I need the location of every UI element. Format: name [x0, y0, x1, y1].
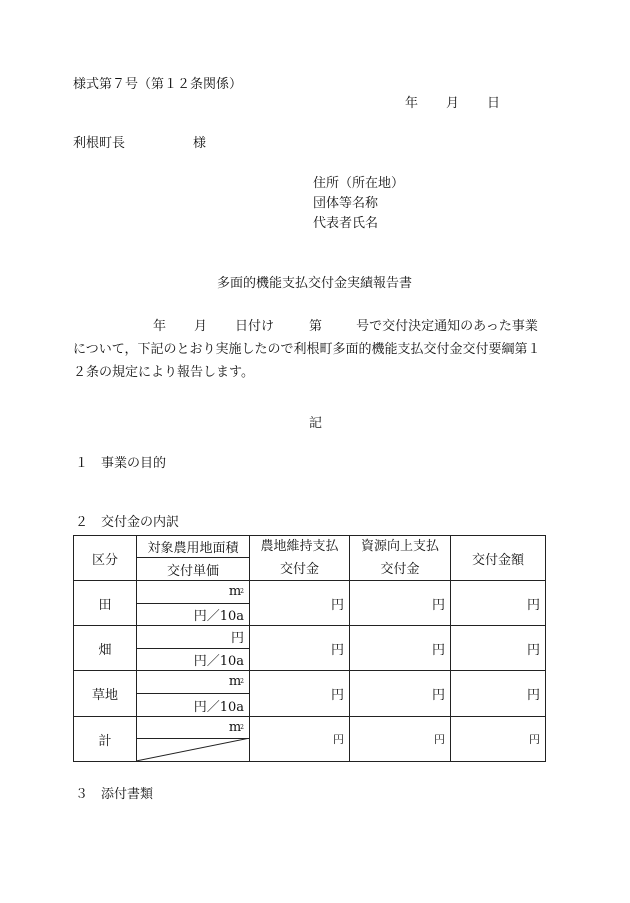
unit-price-cell: 円／10a [193, 654, 244, 669]
farmland-amount: 円 [333, 733, 344, 746]
body-year: 年 [153, 319, 167, 334]
resource-amount: 円 [434, 733, 445, 746]
farmland-amount: 円 [330, 597, 344, 613]
unit-price-cell: 円／10a [193, 699, 244, 715]
header-farmland-line2: 交付金 [279, 562, 319, 577]
total-amount: 円 [526, 688, 540, 703]
area-cell: 円 [230, 631, 244, 646]
header-farmland-maintenance [249, 535, 350, 581]
addressee-name: 利根町長 [73, 136, 126, 151]
farmland-amount: 円 [330, 642, 344, 658]
section-2-heading: ２ 交付金の内訳 [75, 515, 180, 530]
area-cell: m 2 [228, 674, 244, 689]
applicant-address: 住所（所在地） [313, 176, 405, 191]
body-line-2: について，下記のとおり実施したので利根町多面的機能支払交付金交付要綱第１ [73, 342, 541, 357]
body-dai: 第 [309, 319, 323, 334]
resource-amount: 円 [431, 597, 445, 613]
applicant-rep: 代表者氏名 [313, 216, 379, 231]
unit-price-cell: 円／10a [193, 609, 244, 624]
section-1-heading: １ 事業の目的 [75, 456, 167, 471]
row-label: 田 [98, 597, 112, 613]
applicant-org: 団体等名称 [313, 196, 379, 211]
row-label: 計 [98, 733, 112, 749]
header-kubun: 区分 [91, 552, 118, 568]
header-resource-line1: 資源向上支払 [360, 539, 439, 554]
header-resource-line2: 交付金 [380, 562, 420, 577]
total-amount: 円 [526, 597, 540, 613]
header-area: 対象農用地面積 [147, 541, 239, 556]
date-year: 年 [405, 96, 419, 111]
body-line-3: ２条の規定により報告します。 [73, 365, 254, 380]
body-month: 月 [194, 319, 208, 334]
date-month: 月 [446, 96, 460, 111]
header-resource-improvement [349, 535, 451, 581]
total-amount: 円 [529, 733, 540, 746]
unit-price-cell [136, 738, 250, 761]
area-cell: m 2 [228, 584, 244, 599]
header-total: 交付金額 [471, 552, 524, 568]
ki-heading: 記 [309, 416, 323, 431]
farmland-amount: 円 [330, 688, 344, 703]
row-label: 畑 [98, 642, 112, 658]
body-number-rest: 号で交付決定通知のあった事業 [356, 319, 538, 334]
body-date-suffix: 日付け [235, 319, 275, 334]
addressee-honorific: 様 [193, 136, 207, 151]
resource-amount: 円 [431, 642, 445, 658]
section-3-heading: ３ 添付書類 [75, 787, 154, 802]
document-title: 多面的機能支払交付金実績報告書 [217, 276, 413, 291]
grant-breakdown-table [73, 535, 546, 762]
body-line-1 [73, 315, 563, 338]
total-amount: 円 [526, 642, 540, 658]
area-cell: m 2 [228, 720, 244, 735]
row-label: 草地 [91, 688, 118, 703]
header-farmland-line1: 農地維持支払 [260, 539, 339, 554]
resource-amount: 円 [431, 688, 445, 703]
body-paragraph [73, 315, 563, 384]
form-number: 様式第７号（第１２条関係） [73, 77, 243, 92]
date-day: 日 [487, 96, 501, 111]
header-unit-price: 交付単価 [166, 563, 219, 579]
